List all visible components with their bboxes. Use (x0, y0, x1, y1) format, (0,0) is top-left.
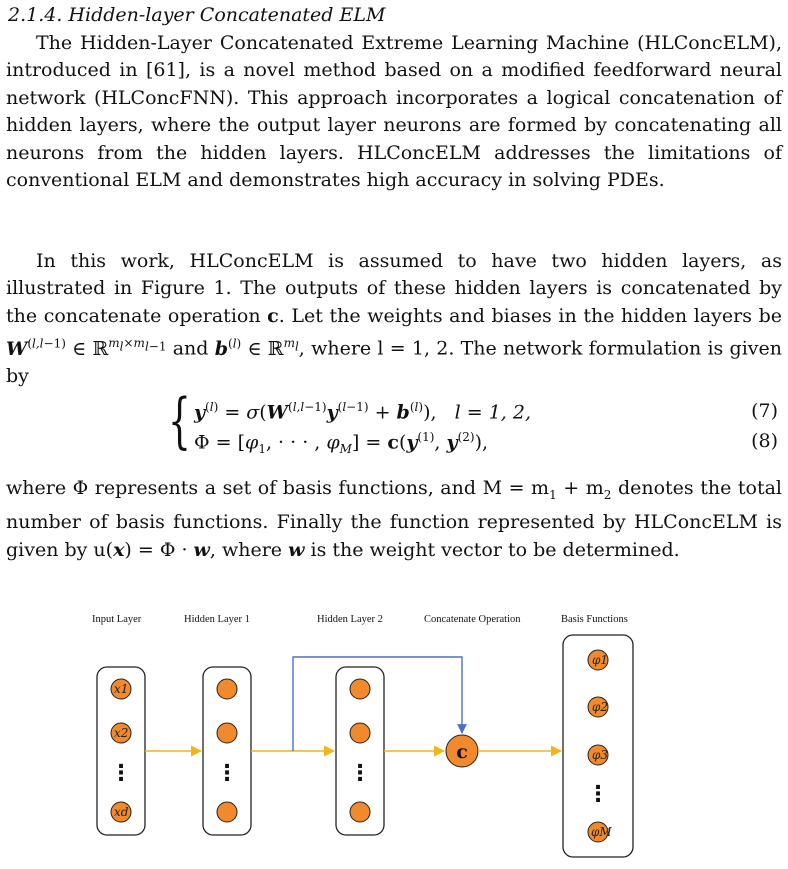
label-basis-functions: Basis Functions (561, 614, 628, 625)
hidden2-node (350, 723, 370, 743)
p3-text-e: , where (209, 538, 289, 561)
paragraph-network-description (6, 248, 782, 390)
hidden2-node (350, 802, 370, 822)
basis-node-phiM-label: φM (591, 825, 612, 839)
hidden2-node (350, 679, 370, 699)
hidden1-node (217, 679, 237, 699)
p2-text-b: . Let the weights and biases in the hidden layers be (278, 304, 782, 327)
concat-symbol-inline: c (267, 304, 279, 327)
label-hidden-layer-1: Hidden Layer 1 (184, 614, 250, 625)
concat-node-label: c (456, 741, 468, 763)
paragraph-basis-functions: where Φ represents a set of basis functions, and $M = m_1 + m_2$ denotes the total number of basis functions. Finally the function represented by HLConcELM is given by u(x) = Φ · w, where w is the weight vector to be determined. (6, 477, 782, 561)
basis-ellipsis: ⋮ (587, 782, 609, 807)
input-node-xd-label: xd (114, 805, 129, 819)
hidden2-ellipsis: ⋮ (349, 761, 371, 786)
p2-text-d: , where l = 1, 2. The network formulation is given by (6, 337, 783, 387)
weight-matrix-math: $W^{(l,l-1)}$ ∈ ℝ$^{m_l\times m_{l-1}}$ (6, 336, 167, 360)
architecture-diagram (0, 605, 788, 865)
section-heading: 2.1.4. Hidden-layer Concatenated ELM (8, 4, 386, 26)
equation-system (168, 386, 782, 460)
basis-node-phi2-label: φ2 (592, 700, 609, 714)
equation-7: $y^{(l)} = \sigma(W^{(l,l-1)}y^{(l-1)} + b^{(l)})$, l = 1, 2, (194, 400, 532, 424)
label-hidden-layer-2: Hidden Layer 2 (317, 614, 383, 625)
hidden1-ellipsis: ⋮ (216, 761, 238, 786)
hidden1-node (217, 802, 237, 822)
basis-node-phi3-label: φ3 (592, 748, 609, 762)
equation-number-8: (8) (751, 430, 778, 452)
label-input-layer: Input Layer (92, 614, 142, 625)
p3-text-a: where Φ represents a set of basis functions, and M = m (6, 477, 550, 499)
p2-text-and: and (166, 337, 215, 360)
paragraph-intro: The Hidden-Layer Concatenated Extreme Learning Machine (HLConcELM), introduced in [61], is a novel method based on a modified feedforward neural network (HLConcFNN). This approach incorporates a logical concatenation of hidden layers, where the output layer neurons are formed by concatenating all neurons from the hidden layers. HLConcELM addresses the limitations of conventional ELM and demonstrates high accuracy in solving PDEs. (6, 32, 782, 192)
p2-text-a: In this work, HLConcELM is assumed to have two hidden layers, as illustrated in Figure 1. The outputs of these hidden layers is concatenated by the concatenate operation (6, 250, 782, 327)
equation-8: $\Phi = [\varphi_1$, · · · , $\varphi_M] = c(y^{(1)}$, $y^{(2)}$), (194, 430, 489, 457)
p3-text-c: denotes the total number of basis functions. Finally the function represented by HLConcELM is given by u( (6, 477, 782, 561)
p3-text-d: ) = Φ · (124, 538, 194, 561)
input-node-x1-label: x1 (114, 682, 129, 696)
hidden1-node (217, 723, 237, 743)
p3-text-b: + m (556, 477, 604, 499)
label-concatenate-operation: Concatenate Operation (424, 614, 521, 625)
input-node-x2-label: x2 (114, 726, 129, 740)
equation-number-7: (7) (751, 400, 778, 422)
bias-vector-math: $b^{(l)}$ ∈ ℝ$^{m_l}$ (214, 336, 299, 360)
equation-brace: { (168, 386, 191, 456)
equation-7-condition: l = 1, 2, (454, 401, 532, 424)
skip-connection-hidden1-to-concat (293, 657, 462, 751)
p3-text-f: is the weight vector to be determined. (304, 538, 680, 561)
basis-node-phi1-label: φ1 (592, 653, 609, 667)
figure-hlconcelm-architecture (0, 605, 788, 865)
input-ellipsis: ⋮ (110, 761, 132, 786)
